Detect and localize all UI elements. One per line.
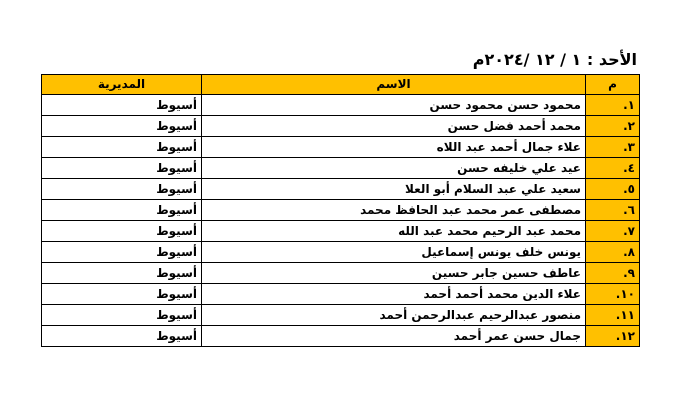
row-name-cell: عيد علي خليفه حسن	[202, 158, 586, 179]
row-index-cell: ٨.	[586, 242, 640, 263]
table-row	[42, 221, 640, 242]
row-index-cell: ٧.	[586, 221, 640, 242]
table-body	[42, 95, 640, 347]
row-directorate-cell: أسيوط	[42, 326, 202, 347]
row-index-cell: ٣.	[586, 137, 640, 158]
row-directorate-cell: أسيوط	[42, 221, 202, 242]
row-directorate-cell: أسيوط	[42, 137, 202, 158]
table-row	[42, 263, 640, 284]
row-directorate-cell: أسيوط	[42, 116, 202, 137]
column-header-index: م	[586, 75, 640, 95]
row-index-cell: ١٢.	[586, 326, 640, 347]
row-index-cell: ١١.	[586, 305, 640, 326]
row-index-cell: ٥.	[586, 179, 640, 200]
row-name-cell: منصور عبدالرحيم عبدالرحمن أحمد	[202, 305, 586, 326]
row-name-cell: مصطفى عمر محمد عبد الحافظ محمد	[202, 200, 586, 221]
row-name-cell: محمد أحمد فضل حسن	[202, 116, 586, 137]
row-directorate-cell: أسيوط	[42, 305, 202, 326]
row-name-cell: علاء الدين محمد أحمد أحمد	[202, 284, 586, 305]
row-name-cell: يونس خلف يونس إسماعيل	[202, 242, 586, 263]
row-directorate-cell: أسيوط	[42, 200, 202, 221]
date-heading: الأحد : ١ / ١٢ /٢٠٢٤م	[472, 50, 637, 69]
row-directorate-cell: أسيوط	[42, 95, 202, 116]
row-directorate-cell: أسيوط	[42, 242, 202, 263]
row-index-cell: ٦.	[586, 200, 640, 221]
row-name-cell: محمود حسن محمود حسن	[202, 95, 586, 116]
row-index-cell: ٢.	[586, 116, 640, 137]
column-header-name: الاسم	[202, 75, 586, 95]
table-row	[42, 305, 640, 326]
table-row	[42, 242, 640, 263]
row-directorate-cell: أسيوط	[42, 284, 202, 305]
row-index-cell: ٩.	[586, 263, 640, 284]
row-name-cell: سعيد علي عبد السلام أبو العلا	[202, 179, 586, 200]
table-row	[42, 284, 640, 305]
column-header-directorate: المديرية	[42, 75, 202, 95]
row-index-cell: ٤.	[586, 158, 640, 179]
table-row	[42, 116, 640, 137]
row-directorate-cell: أسيوط	[42, 158, 202, 179]
row-index-cell: ١٠.	[586, 284, 640, 305]
row-name-cell: عاطف حسين جابر حسين	[202, 263, 586, 284]
row-name-cell: علاء جمال أحمد عبد اللاه	[202, 137, 586, 158]
table-row	[42, 326, 640, 347]
row-name-cell: جمال حسن عمر أحمد	[202, 326, 586, 347]
row-name-cell: محمد عبد الرحيم محمد عبد الله	[202, 221, 586, 242]
records-table	[41, 74, 640, 347]
row-directorate-cell: أسيوط	[42, 179, 202, 200]
row-directorate-cell: أسيوط	[42, 263, 202, 284]
table-row	[42, 179, 640, 200]
table-row	[42, 158, 640, 179]
table-row	[42, 200, 640, 221]
table-header-row	[42, 75, 640, 95]
table-row	[42, 95, 640, 116]
row-index-cell: ١.	[586, 95, 640, 116]
table-row	[42, 137, 640, 158]
